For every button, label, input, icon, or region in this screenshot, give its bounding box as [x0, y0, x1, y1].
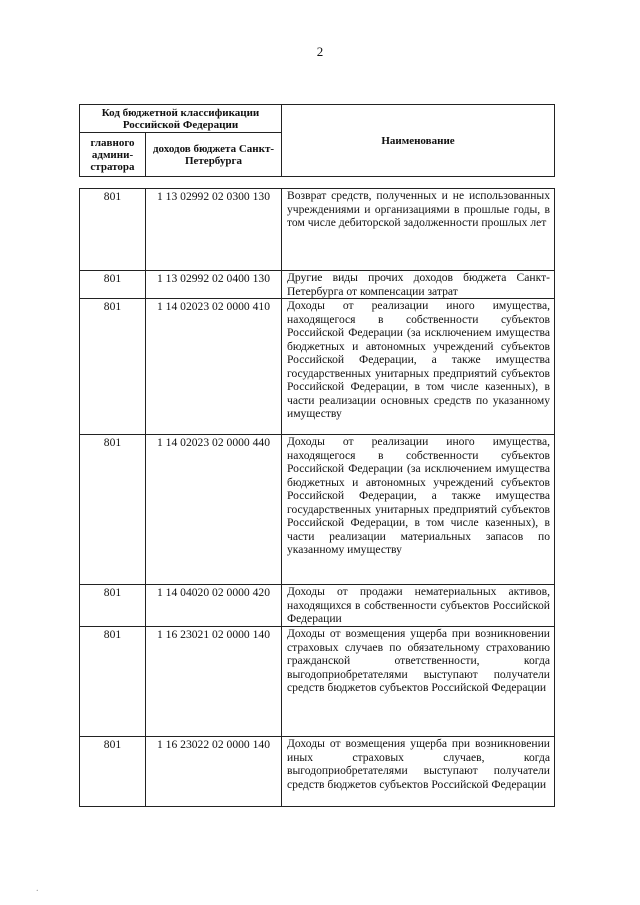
table-row: [80, 299, 555, 435]
description-cell: Доходы от продажи нематериальных активов, находящихся в собственности субъектов Российской Федерации: [282, 585, 555, 627]
income-code-cell: 1 13 02992 02 0300 130: [146, 189, 282, 271]
description-cell: Доходы от реализации иного имущества, находящегося в собственности субъектов Российской Федерации (за исключением имущества бюджетных и автономных учреждений субъектов Российской Федерации, а также имущества государственных унитарных предприятий субъектов Российской Федерации, в том числе казенных), в части реализации основных средств по указанному имуществу: [282, 299, 555, 435]
income-code-cell: 1 14 02023 02 0000 440: [146, 435, 282, 585]
income-codes-table: [79, 188, 555, 807]
income-code-cell: 1 16 23021 02 0000 140: [146, 627, 282, 737]
scan-artifact: .: [36, 883, 39, 894]
page-number: 2: [316, 44, 324, 59]
income-code-cell: 1 13 02992 02 0400 130: [146, 271, 282, 299]
table-row: [80, 435, 555, 585]
income-code-cell: 1 16 23022 02 0000 140: [146, 737, 282, 807]
table-header: [79, 104, 555, 177]
income-code-cell: 1 14 04020 02 0000 420: [146, 585, 282, 627]
admin-code-cell: 801: [80, 435, 146, 585]
table-row: [80, 737, 555, 807]
admin-code-cell: 801: [80, 585, 146, 627]
admin-code-cell: 801: [80, 627, 146, 737]
admin-code-cell: 801: [80, 737, 146, 807]
description-cell: Доходы от возмещения ущерба при возникновении иных страховых случаев, когда выгодоприобретателями выступают получатели средств бюджетов субъектов Российской Федерации: [282, 737, 555, 807]
table-row: [80, 271, 555, 299]
table-row: [80, 585, 555, 627]
description-cell: Возврат средств, полученных и не использованных учреждениями и организациями в прошлые годы, в том числе дебиторской задолженности прошлых лет: [282, 189, 555, 271]
admin-code-cell: 801: [80, 189, 146, 271]
description-cell: Доходы от возмещения ущерба при возникновении страховых случаев по обязательному страхованию гражданской ответственности, когда выгодоприобретателями выступают получатели средств бюджетов субъектов Российской Федерации: [282, 627, 555, 737]
admin-column-header: главного админи-стратора: [80, 133, 146, 177]
admin-code-cell: 801: [80, 271, 146, 299]
table-row: [80, 189, 555, 271]
admin-code-cell: 801: [80, 299, 146, 435]
description-cell: Другие виды прочих доходов бюджета Санкт-Петербурга от компенсации затрат: [282, 271, 555, 299]
description-cell: Доходы от реализации иного имущества, находящегося в собственности субъектов Российской Федерации (за исключением имущества бюджетных и автономных учреждений субъектов Российской Федерации, а также имущества государственных унитарных предприятий субъектов Российской Федерации, в том числе казенных), в части реализации материальных запасов по указанному имуществу: [282, 435, 555, 585]
table-row: [80, 627, 555, 737]
income-code-cell: 1 14 02023 02 0000 410: [146, 299, 282, 435]
name-column-header: Наименование: [282, 105, 555, 177]
budget-classification-header: Код бюджетной классификации Российской Федерации: [80, 105, 282, 133]
income-column-header: доходов бюджета Санкт-Петербурга: [146, 133, 282, 177]
